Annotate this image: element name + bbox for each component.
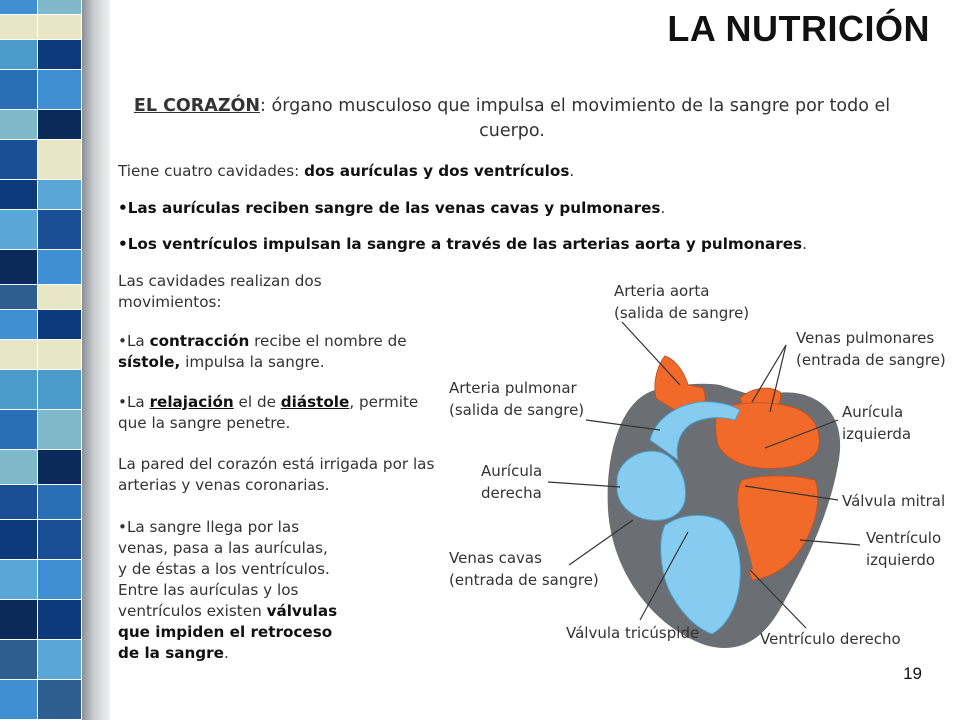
contraction-mid: recibe el nombre de (249, 332, 407, 350)
stripe-tile (0, 560, 38, 600)
stripe-tile (38, 680, 82, 720)
flow-line-5 (118, 601, 448, 622)
bullet-ventricles (118, 234, 938, 255)
stripe-tile (0, 180, 38, 210)
stripe-tile (0, 370, 38, 410)
page-number: 19 (903, 664, 922, 683)
stripe-tile (38, 640, 82, 680)
heart-diagram (440, 262, 960, 662)
stripe-tile (0, 0, 38, 15)
cavities-end: . (569, 162, 575, 180)
stripe-tile (38, 560, 82, 600)
stripe-tile (38, 410, 82, 450)
label-mitral: Válvula mitral (842, 492, 946, 510)
decorative-left-stripe (0, 0, 110, 720)
flow-line-5-pre: ventrículos existen (118, 602, 267, 620)
label-left-atrium-1: Aurícula (842, 403, 904, 421)
contraction-term: contracción (149, 332, 250, 350)
stripe-tile (38, 210, 82, 250)
intro-colon: : (260, 96, 266, 116)
stripe-tile (38, 310, 82, 340)
heart-term: EL CORAZÓN (133, 96, 261, 116)
label-aorta-2: (salida de sangre) (614, 304, 750, 322)
relaxation-end: , permite que la sangre penetre. (118, 393, 419, 432)
stripe-tile (0, 70, 38, 110)
label-right-atrium-1: Aurícula (481, 462, 543, 480)
relaxation-mid: el de (233, 393, 281, 411)
stripe-tile (0, 310, 38, 340)
relaxation-term: relajación (149, 393, 234, 411)
stripe-tile (0, 450, 38, 485)
flow-line-7-bold: de la sangre (118, 644, 224, 662)
label-vena-cava-1: Venas cavas (449, 549, 542, 567)
stripe-tile (38, 70, 82, 110)
stripe-tile (38, 370, 82, 410)
heart-definition: órgano musculoso que impulsa el movimiento de la sangre por todo el cuerpo. (265, 96, 891, 141)
cavities-bold: dos aurículas y dos ventrículos (304, 162, 570, 180)
contraction-end: impulsa la sangre. (180, 353, 325, 371)
contraction-paragraph (118, 331, 438, 373)
coronary-paragraph: La pared del corazón está irrigada por las arterias y venas coronarias. (118, 455, 435, 494)
valves-term: válvulas (266, 602, 338, 620)
bullet-atria-prefix: • (118, 199, 128, 217)
flow-paragraph (118, 517, 448, 664)
movements-intro: Las cavidades realizan dos movimientos: (118, 272, 322, 311)
bullet-atria-end: . (660, 199, 666, 217)
stripe-tile (0, 285, 38, 310)
stripe-tile (38, 450, 82, 485)
stripe-tile (38, 285, 82, 310)
stripe-tile (38, 250, 82, 285)
stripe-tile (0, 15, 38, 40)
flow-line-6: que impiden el retroceso (118, 623, 333, 641)
stripe-shadow (82, 0, 110, 720)
flow-line-7-end: . (223, 644, 229, 662)
label-left-atrium-2: izquierda (842, 425, 912, 443)
stripe-tile (38, 40, 82, 70)
cavities-line (118, 161, 918, 182)
stripe-tile (0, 410, 38, 450)
stripe-tile (38, 340, 82, 370)
stripe-tile (0, 250, 38, 285)
label-vena-cava-2: (entrada de sangre) (449, 571, 599, 589)
label-right-ventricle: Ventrículo derecho (760, 630, 901, 648)
flow-line-7 (118, 643, 448, 664)
bullet-ventricles-prefix: • (118, 235, 128, 253)
stripe-tile (0, 520, 38, 560)
relaxation-paragraph (118, 392, 438, 434)
flow-line-1: •La sangre llega por las (118, 518, 300, 536)
stripe-tile (0, 600, 38, 640)
relaxation-prefix: •La (118, 393, 150, 411)
stripe-tile (38, 485, 82, 520)
stripe-tile (0, 140, 38, 180)
stripe-tile (38, 140, 82, 180)
stripe-tile (38, 110, 82, 140)
slide-title: LA NUTRICIÓN (667, 8, 930, 49)
label-left-ventricle-1: Ventrículo (866, 529, 942, 547)
intro-paragraph (118, 94, 906, 144)
bullet-atria (118, 198, 928, 219)
systole-term: sístole, (118, 353, 181, 371)
stripe-tile (0, 340, 38, 370)
flow-line-2: venas, pasa a las aurículas, (118, 539, 328, 557)
contraction-prefix: •La (118, 332, 150, 350)
label-pulm-veins-2: (entrada de sangre) (796, 351, 946, 369)
label-left-ventricle-2: izquierdo (866, 551, 936, 569)
label-aorta-1: Arteria aorta (614, 282, 710, 300)
stripe-tile (0, 680, 38, 720)
flow-line-4: Entre las aurículas y los (118, 581, 299, 599)
stripe-tile (38, 180, 82, 210)
stripe-tile (38, 0, 82, 15)
stripe-tile (0, 210, 38, 250)
stripe-tile (38, 15, 82, 40)
label-pulm-veins-1: Venas pulmonares (796, 329, 935, 347)
stripe-tile (0, 110, 38, 140)
label-pulm-artery-2: (salida de sangre) (449, 401, 585, 419)
flow-line-3: y de éstas a los ventrículos. (118, 560, 330, 578)
label-right-atrium-2: derecha (481, 484, 542, 502)
stripe-tile (38, 520, 82, 560)
label-tricuspid: Válvula tricúspide (566, 624, 700, 642)
bullet-ventricles-end: . (802, 235, 807, 253)
stripe-tile (0, 485, 38, 520)
stripe-tile (0, 640, 38, 680)
leader-aorta (622, 322, 680, 385)
cavities-lead: Tiene cuatro cavidades: (118, 162, 305, 180)
stripe-tile (0, 40, 38, 70)
diastole-term: diástole (280, 393, 350, 411)
stripe-tile (38, 600, 82, 640)
bullet-ventricles-text: Los ventrículos impulsan la sangre a través de las arterias aorta y pulmonares (127, 235, 803, 253)
bullet-atria-text: Las aurículas reciben sangre de las venas cavas y pulmonares (127, 199, 661, 217)
label-pulm-artery-1: Arteria pulmonar (449, 379, 577, 397)
